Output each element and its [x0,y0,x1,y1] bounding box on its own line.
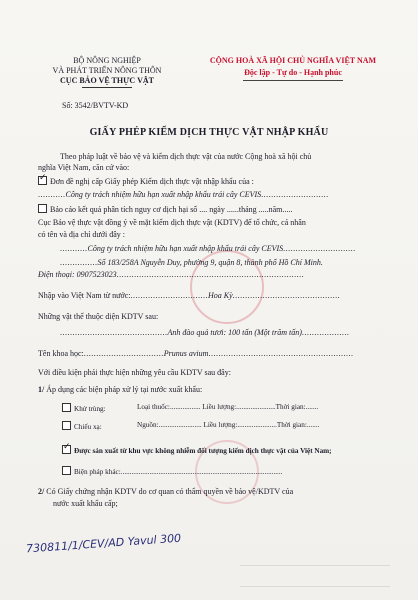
agree-line2: có tên và địa chỉ dưới đây : [38,230,125,239]
dots: ................. [169,403,201,411]
dots: ........................... [261,190,329,199]
irradiation-row [62,421,102,431]
address-row [60,258,323,267]
dots: .......................................................................................... [120,468,283,476]
dots: ....... [306,421,320,429]
condition-1-number: 1/ [38,385,45,394]
duration-label: Thời gian: [275,403,306,411]
department-name: CỤC BẢO VỆ THỰC VẬT [60,76,154,85]
dots: ................... [301,328,350,337]
other-measures-checkbox[interactable] [62,466,71,475]
request-label: Đơn đề nghị cấp Giấy phép Kiểm dịch thực vật nhập khẩu của : [50,177,254,186]
dots: ........................ [158,421,202,429]
dosage-label: Liều lượng: [202,403,237,411]
irradiation-fields [137,421,319,429]
dots: ............... [60,258,98,267]
org-address: Số 183/258A Nguyễn Duy, phường 9, quận 8, thành phố Hồ Chí Minh. [97,258,323,267]
import-label: Nhập vào Việt Nam từ nước: [38,291,131,300]
pest-free-row [62,445,332,455]
condition-1 [38,385,202,394]
dots: ........................................................................... [116,270,305,279]
document-title: GIẤY PHÉP KIỂM DỊCH THỰC VẬT NHẬP KHẨU [89,127,329,138]
request-company-row [38,190,329,199]
goods-label: Những vật thể thuộc diện KDTV sau: [38,312,159,321]
dots: ....... [305,403,319,411]
fumigation-row [62,403,106,413]
intro-line2: nghĩa Việt Nam, căn cứ vào: [38,163,130,172]
motto: Độc lập - Tự do - Hạnh phúc [244,68,342,77]
ministry-line2: VÀ PHÁT TRIỂN NÔNG THÔN [52,66,162,75]
ministry-line1: BỘ NÔNG NGHIỆP [73,56,141,65]
irradiation-label: Chiếu xạ: [74,423,102,431]
dots: ............................... [130,291,208,300]
condition-2-number: 2/ [38,487,45,496]
motto-underline [243,80,343,81]
handwritten-note: 730811/1/CEV/AD Yavul 300 [25,531,182,556]
dots: ........................................... [60,328,168,337]
scientific-value: Prunus avium [163,349,209,358]
org-name: Công ty trách nhiệm hữu hạn xuất nhập khẩu trái cây CEVIS [87,244,284,253]
org-row [60,244,356,253]
duration-label-2: Thời gian: [276,421,307,429]
request-check-row [38,176,254,186]
department-underline [82,87,132,88]
condition-2-line1 [38,487,293,496]
chemical-label: Loại thuốc: [137,403,170,411]
condition-1-label: Áp dụng các biện pháp xử lý tại nước xuất khẩu: [46,385,203,394]
dots: ...................... [237,421,277,429]
dosage-label-2: Liều lượng: [203,421,238,429]
phone-row [38,270,304,279]
document-number [62,101,128,110]
dots: ........................................... [232,291,341,300]
fumigation-checkbox[interactable] [62,403,71,412]
risk-report-row [38,204,292,214]
fumigation-label: Khử trùng: [74,405,106,413]
request-company: Công ty trách nhiệm hữu hạn xuất nhập khẩu trái cây CEVIS [65,190,262,199]
intro-line1: Theo pháp luật về bảo vệ và kiểm dịch thực vật của nước Cộng hoà xã hội chủ [60,152,312,161]
country-name: CỘNG HOÀ XÃ HỘI CHỦ NGHĨA VIỆT NAM [209,56,377,65]
source-label: Nguồn: [137,421,159,429]
dots: ................................ [83,349,164,358]
goods-row [60,328,349,337]
pest-free-label: Được sản xuất từ khu vực không nhiễm đối tượng kiểm dịch thực vật của Việt Nam; [74,447,332,455]
scientific-label: Tên khoa học: [38,349,84,358]
dots: .......................................................... [208,349,354,358]
request-checkbox[interactable] [38,176,47,185]
import-country: Hoa Kỳ [207,291,233,300]
dots: ........... [60,244,88,253]
conditions-label: Với điều kiện phải thực hiện những yêu cầu KDTV sau đây: [38,368,231,377]
import-row [38,291,340,300]
org-phone: Điện thoại: 0907523023 [38,270,117,279]
fumigation-fields [137,403,318,411]
irradiation-checkbox[interactable] [62,421,71,430]
goods-value: Anh đào quả tươi: 100 tấn (Một trăm tấn) [167,328,302,337]
dots: ........... [38,190,66,199]
condition-2-line2: nước xuất khẩu cấp; [53,499,118,508]
agree-line1: Cục Bảo vệ thực vật đồng ý về mặt kiểm dịch thực vật (KDTV) để tổ chức, cá nhân [38,218,306,227]
scientific-row [38,349,353,358]
number-label: Số: [62,101,73,110]
number-value: 3542/BVTV-KD [74,101,129,110]
risk-report-label: Bảo cáo kết quả phân tích nguy cơ dịch hại số .... ngày ......tháng .....năm..... [50,205,293,214]
bleed-through [240,565,390,587]
risk-report-checkbox[interactable] [38,204,47,213]
dots: ............................. [283,244,356,253]
other-measures-label: Biện pháp khác: [74,468,121,476]
pest-free-checkbox[interactable] [62,445,71,454]
other-measures-row [62,466,282,476]
condition-2-text: Có Giấy chứng nhận KDTV do cơ quan có thẩm quyền về bảo vệ/KDTV của [46,487,294,496]
dots: ...................... [236,403,276,411]
